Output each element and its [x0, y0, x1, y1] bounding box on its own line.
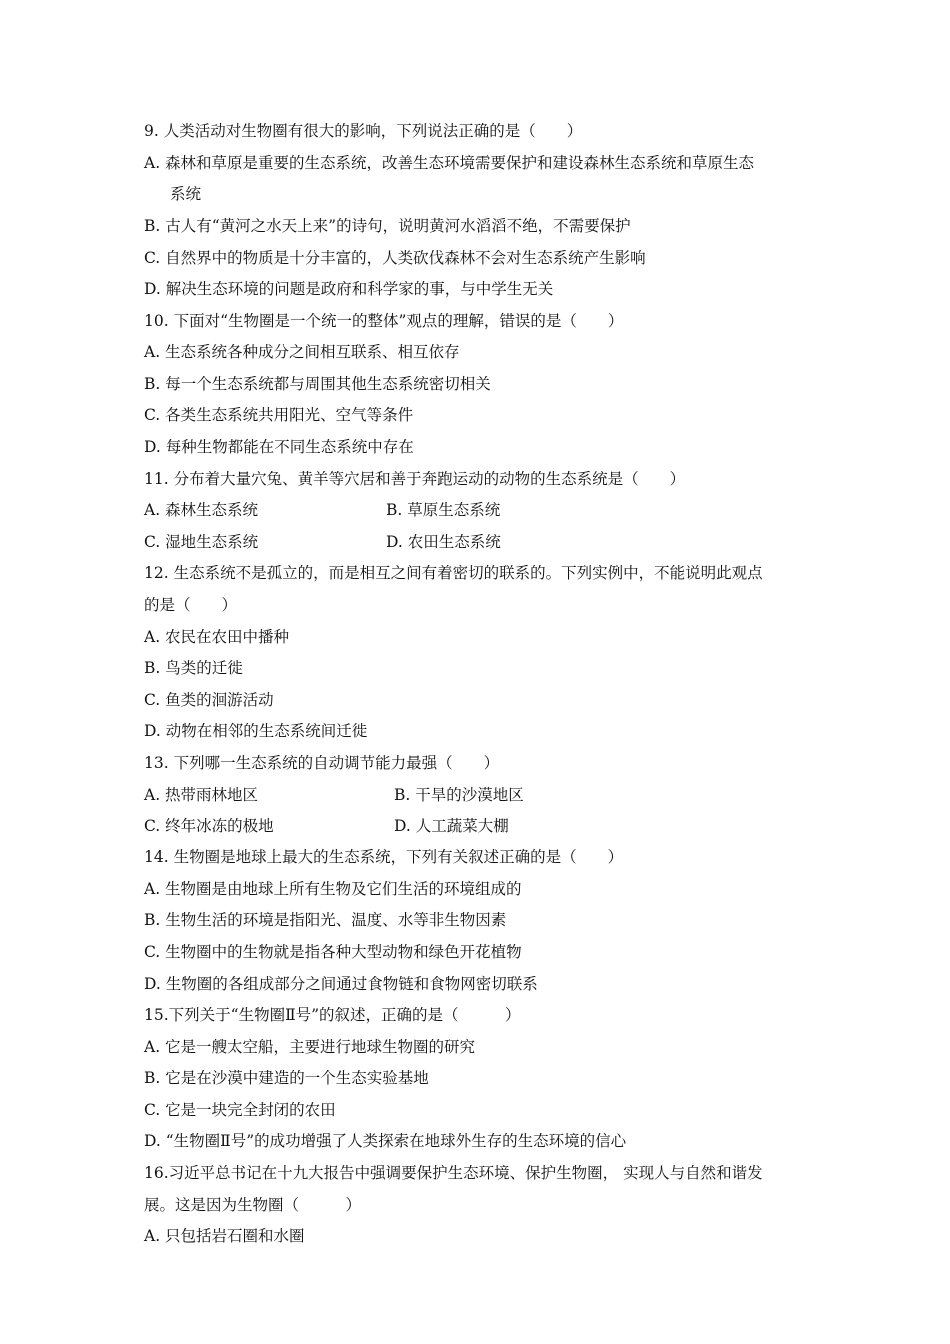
question-16-option-a: A. 只包括岩石圈和水圈 — [144, 1227, 305, 1245]
question-13-option-d: D. 人工蔬菜大棚 — [394, 817, 509, 835]
question-12-option-c: C. 鱼类的洄游活动 — [144, 691, 274, 709]
question-10-option-a: A. 生态系统各种成分之间相互联系、相互依存 — [144, 343, 460, 361]
question-9-option-b: B. 古人有“黄河之水天上来”的诗句，说明黄河水滔滔不绝，不需要保护 — [144, 217, 631, 235]
question-9-stem: 9. 人类活动对生物圈有很大的影响，下列说法正确的是（ ） — [144, 122, 583, 140]
question-9-option-c: C. 自然界中的物质是十分丰富的，人类砍伐森林不会对生态系统产生影响 — [144, 249, 646, 267]
question-11-option-b: B. 草原生态系统 — [386, 501, 501, 519]
question-14-option-d: D. 生物圈的各组成部分之间通过食物链和食物网密切联系 — [144, 975, 538, 993]
question-12-option-b: B. 鸟类的迁徙 — [144, 659, 243, 677]
question-11-option-a: A. 森林生态系统 — [144, 501, 259, 519]
question-16-stem: 16.习近平总书记在十九大报告中强调要保护生态环境、保护生物圈， 实现人与自然和谐发 — [144, 1164, 763, 1182]
question-11-option-c: C. 湿地生态系统 — [144, 533, 259, 551]
question-15-option-b: B. 它是在沙漠中建造的一个生态实验基地 — [144, 1069, 429, 1087]
question-10-option-b: B. 每一个生态系统都与周围其他生态系统密切相关 — [144, 375, 491, 393]
question-13-option-a: A. 热带雨林地区 — [144, 786, 259, 804]
question-10-stem: 10. 下面对“生物圈是一个统一的整体”观点的理解，错误的是（ ） — [144, 312, 624, 330]
question-13-option-c: C. 终年冰冻的极地 — [144, 817, 274, 835]
question-15-option-d: D. “生物圈Ⅱ号”的成功增强了人类探索在地球外生存的生态环境的信心 — [144, 1132, 627, 1150]
question-12-option-d: D. 动物在相邻的生态系统间迁徙 — [144, 722, 368, 740]
question-12-option-a: A. 农民在农田中播种 — [144, 628, 290, 646]
question-16-stem-cont: 展。这是因为生物圈（ ） — [144, 1196, 362, 1214]
question-15-option-c: C. 它是一块完全封闭的农田 — [144, 1101, 336, 1119]
question-9-option-d: D. 解决生态环境的问题是政府和科学家的事，与中学生无关 — [144, 280, 554, 298]
question-10-option-c: C. 各类生态系统共用阳光、空气等条件 — [144, 406, 414, 424]
question-13-option-b: B. 干旱的沙漠地区 — [394, 786, 524, 804]
question-14-option-c: C. 生物圈中的生物就是指各种大型动物和绿色开花植物 — [144, 943, 522, 961]
question-12-stem: 12. 生态系统不是孤立的，而是相互之间有着密切的联系的。下列实例中，不能说明此观点 — [144, 564, 763, 582]
question-11-option-d: D. 农田生态系统 — [386, 533, 501, 551]
question-15-stem: 15.下列关于“生物圈Ⅱ号”的叙述，正确的是（ ） — [144, 1006, 521, 1024]
question-14-option-a: A. 生物圈是由地球上所有生物及它们生活的环境组成的 — [144, 880, 522, 898]
question-13-stem: 13. 下列哪一生态系统的自动调节能力最强（ ） — [144, 754, 500, 772]
question-11-stem: 11. 分布着大量穴兔、黄羊等穴居和善于奔跑运动的动物的生态系统是（ ） — [144, 470, 686, 488]
question-9-option-a-cont: 系统 — [170, 185, 202, 203]
question-15-option-a: A. 它是一艘太空船，主要进行地球生物圈的研究 — [144, 1038, 476, 1056]
question-14-option-b: B. 生物生活的环境是指阳光、温度、水等非生物因素 — [144, 911, 507, 929]
question-12-stem-cont: 的是（ ） — [144, 596, 238, 614]
question-9-option-a: A. 森林和草原是重要的生态系统，改善生态环境需要保护和建设森林生态系统和草原生态 — [144, 154, 755, 172]
question-10-option-d: D. 每种生物都能在不同生态系统中存在 — [144, 438, 414, 456]
question-14-stem: 14. 生物圈是地球上最大的生态系统，下列有关叙述正确的是（ ） — [144, 848, 624, 866]
